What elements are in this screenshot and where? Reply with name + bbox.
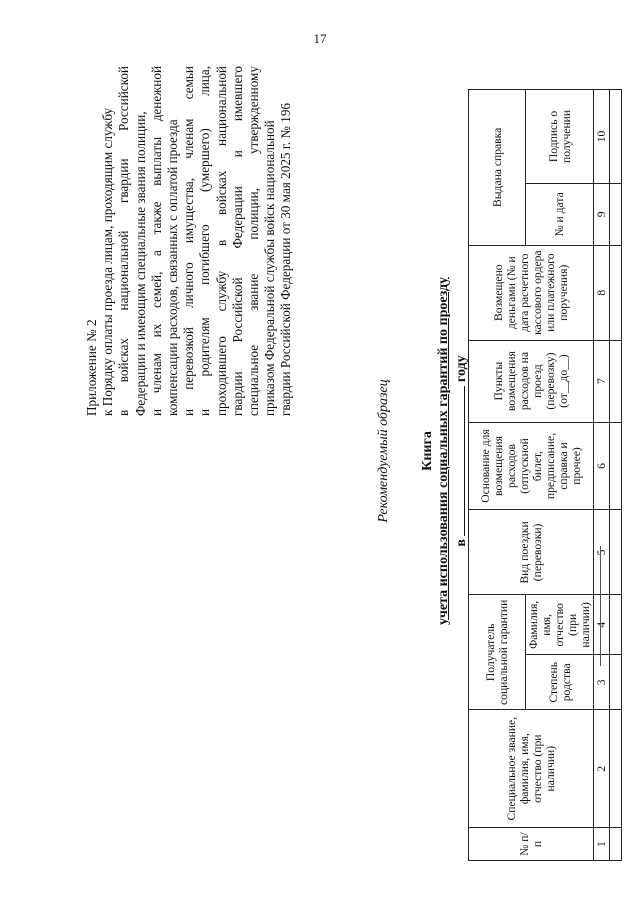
appendix-block (84, 66, 295, 416)
column-number: 8 (594, 245, 610, 340)
empty-cell (610, 90, 622, 184)
book-subtitle: учета использования социальных гарантий по проезду (436, 276, 451, 626)
empty-cell (610, 828, 622, 861)
column-number: 10 (594, 90, 610, 184)
column-number: 7 (594, 340, 610, 422)
appendix-line: специальное звание полиции, утвержденному (246, 66, 262, 416)
appendix-line: и родителям погибшего (умершего) лица, (197, 66, 213, 416)
header-trip-type: Вид поездки (перевозки) (469, 510, 594, 595)
appendix-line: гвардии Российской Федерации от 30 мая 2025 г. № 196 (278, 102, 294, 416)
empty-cell (610, 183, 622, 245)
table-empty-row (610, 90, 622, 861)
appendix-line: в войсках национальной гвардии Российской (116, 66, 132, 416)
header-signature: Подпись о получении (526, 90, 594, 184)
column-number: 3 (594, 655, 610, 710)
empty-cell (610, 510, 622, 595)
column-number: 5 (594, 510, 610, 595)
appendix-line: и перевозкой личного имущества, членам семьи (181, 66, 197, 416)
column-number: 9 (594, 183, 610, 245)
column-number: 1 (594, 828, 610, 861)
header-relationship: Степень родства (526, 655, 594, 710)
appendix-line: компенсации расходов, связанных с оплатой проезда (165, 119, 181, 416)
book-table (468, 89, 622, 861)
header-reimbursed: Возмещено деньгами (№ и дата расчетного кассового ордера или платежного поручения) (469, 245, 594, 340)
table-number-row (594, 90, 610, 861)
page-number: 17 (313, 31, 327, 46)
appendix-title: Приложение № 2 (84, 319, 99, 416)
empty-cell (610, 340, 622, 422)
book-title: Книга (420, 431, 435, 471)
book-title-block (420, 41, 452, 861)
sample-label: Рекомендуемый образец (376, 379, 391, 523)
header-issued-group: Выдана справка (469, 90, 526, 246)
empty-cell (610, 655, 622, 710)
table-header-row (469, 90, 526, 861)
appendix-line: Федерации и имеющим специальные звания полиции, (132, 111, 148, 416)
header-points: Пункты возмещения расходов на проезд (перевозку) (от__до__) (469, 340, 594, 422)
appendix-line: гвардии Российской Федерации и имевшего (229, 66, 245, 416)
appendix-line: к Порядку оплаты проезда лицам, проходящим службу (100, 107, 116, 416)
header-number: № п/п (469, 828, 594, 861)
column-number: 4 (594, 595, 610, 655)
year-prefix: в (454, 539, 469, 547)
rotated-landscape-content (40, 41, 608, 861)
header-cert-number-date: № и дата (526, 183, 594, 245)
empty-cell (610, 422, 622, 510)
header-recipient-name: Фамилия, имя, отчество (при наличии) (526, 595, 594, 655)
empty-cell (610, 245, 622, 340)
empty-cell (610, 595, 622, 655)
year-blank (452, 386, 465, 536)
header-basis: Основание для возмещения расходов (отпускной билет, предписание, справка и прочее) (469, 422, 594, 510)
empty-cell (610, 710, 622, 828)
header-recipient-group: Получатель социальной гарантии (469, 595, 526, 710)
header-rank-name: Специальное звание, фамилия, имя, отчество (при наличии) (469, 710, 594, 828)
appendix-line: проходившего службу в войсках национальной (213, 66, 229, 416)
appendix-line: приказом Федеральной службы войск национальной (262, 120, 278, 416)
column-number: 2 (594, 710, 610, 828)
year-suffix: году (454, 355, 469, 383)
footer-rule (600, 546, 601, 666)
appendix-line: и членам их семей, а также выплаты денежной (148, 66, 164, 416)
column-number: 6 (594, 422, 610, 510)
